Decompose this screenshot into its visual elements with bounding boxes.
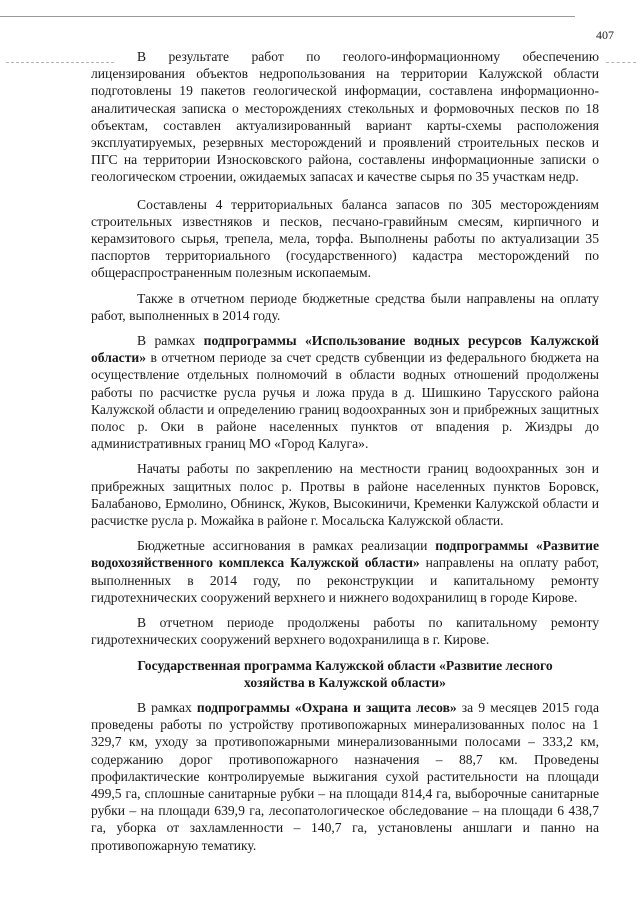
subprogram-name: подпрограммы «Использование водных ресурсов Калужской области» <box>91 333 600 366</box>
document-body <box>91 48 599 862</box>
page-number: 407 <box>596 28 614 42</box>
paragraph-water-resources: В рамках подпрограммы «Использование водных ресурсов Калужской области» в отчетном периоде за счет средств субвенции из федерального бюджета на осуществление отдельных полномочий в области водных отношений продолжены работы по расчистке русла ручья и ложа пруда в д. Шишкино Тарусского района Калужской области и определению границ водоохранных зон и прибрежных защитных полос р. Оки в районе населенных пунктов от впадения р. Жиздры до административных границ МО «Город Калуга». <box>91 333 600 452</box>
scan-mark-right <box>606 62 636 63</box>
paragraph-water-complex: Бюджетные ассигнования в рамках реализации подпрограммы «Развитие водохозяйственного комплекса Калужской области» направлены на оплату работ, выполненных в 2014 году, по реконструкции и капитальному ремонту гидротехнических сооружений верхнего и нижнего водохранилищ в городе Кирове. <box>91 538 599 605</box>
paragraph-forest-protection: В рамках подпрограммы «Охрана и защита лесов» за 9 месяцев 2015 года проведены работы по устройству противопожарных минерализованных полос на 1 329,7 км, уходу за противопожарными минерализованными полосами – 333,2 км, содержанию дорог противопожарного назначения – 88,7 км. Проведены профилактические контролируемые выжигания сухой растительности на площади 499,5 га, сплошные санитарные рубки – на площади 814,4 га, выборочные санитарные рубки – на площади 639,9 га, лесопатологическое обследование – на площади 6 438,7 га, уборка от захламленности – 140,7 га, установлены аншлаги и панно на противопожарную тематику. <box>91 699 599 853</box>
section-heading-forestry: Государственная программа Калужской области «Развитие лесного хозяйства в Калужской области» <box>137 657 553 690</box>
subprogram-name: подпрограммы «Охрана и защита лесов» <box>196 699 457 715</box>
paragraph-territorial-balances: Составлены 4 территориальных баланса запасов по 305 месторождениям строительных известняков и песков, песчано-гравийным смесям, кирпичного и керамзитового сырья, трепела, мела, торфа. Выполнены работы по актуализации 35 паспортов территориального (государственного) кадастра месторождений по общераспространенным полезным ископаемым. <box>91 196 599 281</box>
top-rule <box>0 16 575 17</box>
paragraph-protva-works: Начаты работы по закреплению на местности границ водоохранных зон и прибрежных защитных полос р. Протвы в районе населенных пунктов Боровск, Балабаново, Ермолино, Обнинск, Жуков, Высокиничи, Кременки Калужской области и расчистке русла р. Можайка в районе г. Мосальска Калужской области. <box>91 461 599 529</box>
paragraph-budget-2014: Также в отчетном периоде бюджетные средства были направлены на оплату работ, выполненных в 2014 году. <box>91 290 599 323</box>
subprogram-name: подпрограммы «Развитие водохозяйственного комплекса Калужской области» <box>91 538 599 571</box>
paragraph-geological-information: В результате работ по геолого-информационному обеспечению лицензирования объектов недропользования на территории Калужской области подготовлены 19 пакетов геологической информации, составлена информационно-аналитическая записка о месторождениях стекольных и формовочных песков по 18 объектам, составлен актуализированный вариант карты-схемы расположения эксплуатируемых, резервных месторождений и проявлений строительных песков и ПГС на территории Износковского района, составлены информационные записки о геологическом строении, ожидаемых запасах и качестве сырья по 35 участкам недр. <box>91 49 599 185</box>
paragraph-kirov-repair: В отчетном периоде продолжены работы по капитальному ремонту гидротехнических сооружений верхнего водохранилища в г. Кирове. <box>91 615 599 648</box>
